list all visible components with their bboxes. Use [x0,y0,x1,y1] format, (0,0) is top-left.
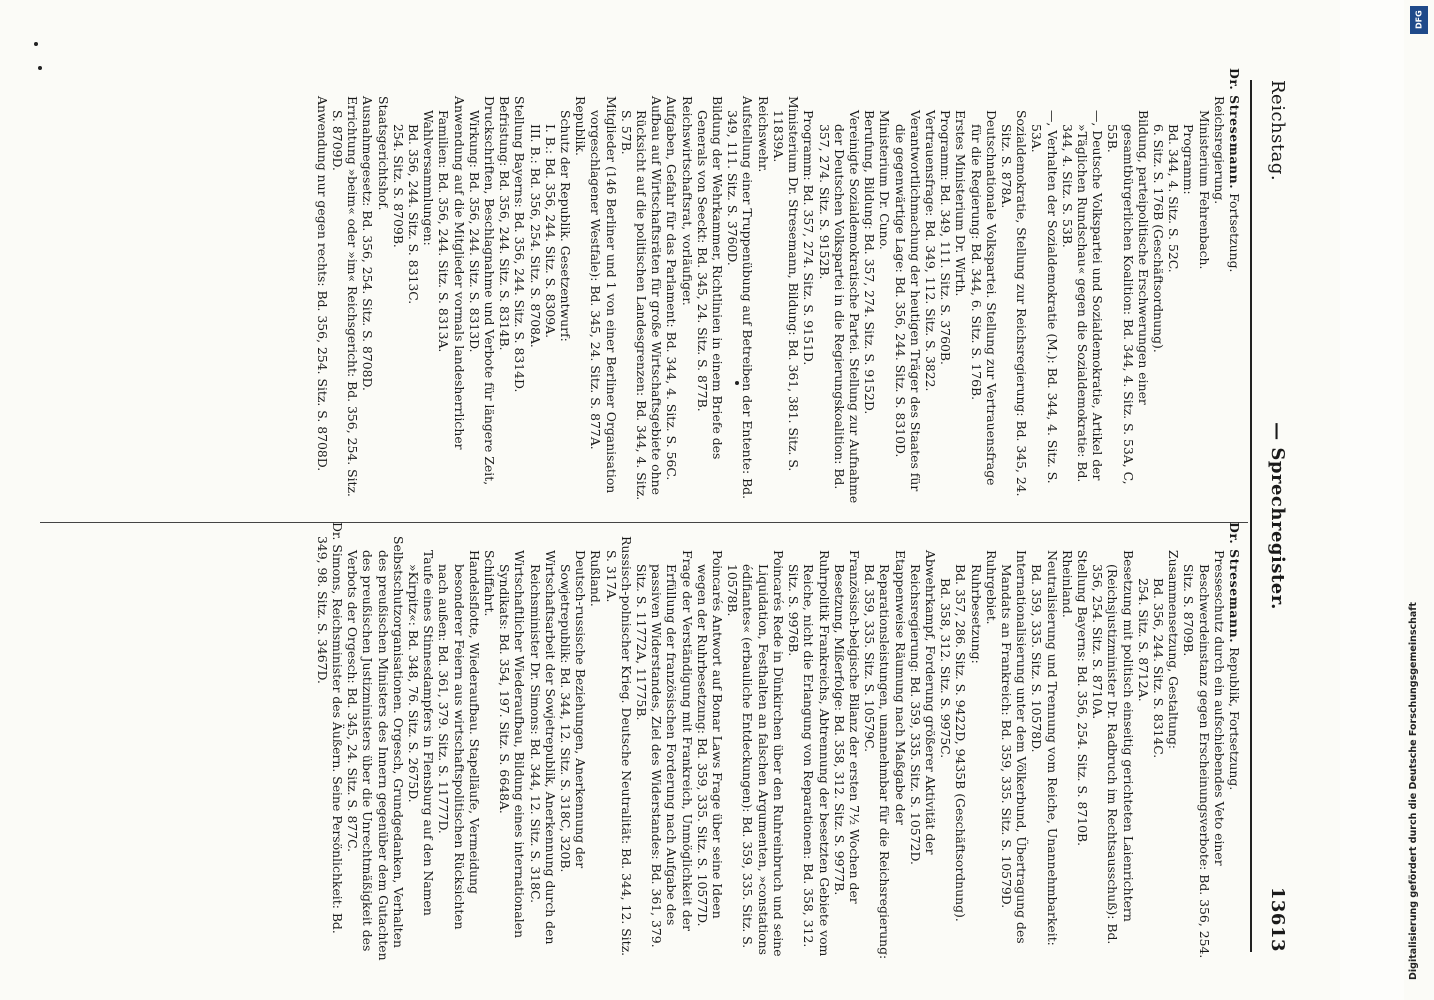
entry-text: —, Verhalten der Sozialdemokratie (M.): Bd. 344, 4. Sitz. S. 53A. [1029,110,1060,484]
register-entry [1151,82,1166,507]
register-entry [771,82,801,507]
entry-text: Internationalisierung unter dem Völkerbund, Übertragung des Mandats an Frankreich: Bd. 359, 335. Sitz. S. 10579D. [998,550,1030,944]
register-entry [1151,536,1166,961]
entry-text: Frage der Verständigung mit Frankreich, Unmöglichkeit der Erfüllung der französischen Forderung nach Aufgabe des passiven Widerstandes, Ziel des Widerstandes: Bd. 361, 379. Sitz. S. 11772A, 11775B. [634,550,695,948]
entry-text: Mitglieder (146 Berliner und 1 von einer Berliner Organisation vorgeschlagener Westfale): Bd. 345, 24. Sitz. S. 877A. [588,96,619,494]
entry-text: Bd. 357, 286. Sitz. S. 9422D, 9435B (Geschäftsordnung). [953,564,969,922]
entry-text: Republik, Fortsetzung. [1227,643,1242,791]
register-entry [968,536,983,961]
register-entry [908,536,938,961]
register-entry [314,522,346,961]
register-entry [588,536,603,961]
register-entry [1060,82,1106,507]
register-entry [938,536,953,961]
entry-text: Ruhrbesetzung: [968,564,984,664]
entry-text: Ausnahmegesetz: Bd. 356, 254. Sitz. S. 8708D. [360,96,376,391]
entry-text: Dr. Simons, Reichsminister des Äußern. Seine Persönlichkeit: Bd. 349, 98. Sitz. S. 3467D. [314,522,346,934]
entry-text: Handelsflotte, Wiederaufbau. Stapelläufe, Vermeidung besonderer Feiern aus wirtschaftspolitischen Rücksichten nach außen: Bd. 361, 379. Sitz. S. 11777D. [436,550,482,930]
entry-text: Rußland. [588,550,604,607]
entry-text: Fortsetzung. [1227,189,1242,273]
entry-text: Ministerium Dr. Cuno. [877,110,893,250]
entry-text: Druckschriften, Beschlagnahme und Verbote für längere Zeit, Wirkung: Bd. 356, 244. Sitz. S. 8313D. [466,96,498,486]
register-entry [436,82,466,507]
register-entry [634,536,695,961]
entry-text: Bildung der Wehrkammer, Richtlinien in einem Briefe des Generals von Seeckt: Bd. 345, 24. Sitz. S. 877B. [694,96,726,460]
header-center: — Sprechregister. [1267,422,1288,610]
entry-text: Etappenweise Räumung nach Maßgabe der Reparationsleistungen, unannehmbar für die Reichsregierung: Bd. 359, 335. Sitz. S. 10579C. [862,550,908,960]
register-entry [801,82,816,507]
register-entry [497,82,512,507]
entry-text: Stellung Bayerns: Bd. 356, 244. Sitz. S. 8314D. [512,96,528,393]
entry-text: Reichswirtschaftsrat, vorläufiger. [679,96,695,306]
register-entry [527,82,542,507]
register-entry [1227,522,1242,961]
entry-text: 254. Sitz. S. 8709B. [390,124,406,248]
entry-text: Wirtschaftsarbeit der Sowjetrepublik, Anerkennung durch den Reichsminister Dr. Simons: Bd. 344, 12. Sitz. S. 318C. [527,550,558,945]
register-entry [968,82,998,507]
left-column [314,68,1242,507]
digitization-credit: Digitalisierung gefördert durch die Deutsche Forschungsgemeinschaft [1408,602,1419,980]
entry-text: Rheinland. [1059,550,1075,618]
entry-text: Vertrauensfrage: Bd. 349, 112. Sitz. S. 3822. [922,110,938,392]
register-entry [512,82,527,507]
register-entry [315,82,330,507]
register-entry [1227,68,1242,507]
entry-text: —, Deutsche Volkspartei und Sozialdemokratie, Artikel der »Täglichen Rundschau« gegen die Sozialdemokratie: Bd. 344, 4. Sitz. S. 53B. [1059,110,1106,483]
register-entry [725,536,786,961]
entry-text: Befristung: Bd. 356, 244. Sitz. S. 8314B. [497,96,513,351]
entry-text: Programm: Bd. 349, 111. Sitz. S. 3760B. [938,110,954,365]
register-entry [862,536,908,961]
entry-text: Russisch-polnischer Krieg. Deutsche Neutralität: Bd. 344, 12. Sitz. S. 317A. [603,536,634,957]
register-entry [1075,536,1090,961]
entry-text: Staatsgerichtshof. [375,96,391,211]
entry-text: Bd. 356, 244. Sitz. S. 8314C. [1150,578,1166,759]
scan-speck [34,42,38,46]
register-entry [1166,536,1181,961]
register-entry [664,82,679,507]
register-entry [375,82,390,507]
entry-text: 254. Sitz. S. 8712A. [1135,578,1151,702]
register-entry [619,82,665,507]
entry-text: Reichswehr. [755,96,771,173]
register-entry [695,536,725,961]
header-rule [1250,80,1252,952]
register-entry [999,536,1029,961]
register-entry [330,82,360,507]
register-entry [1212,82,1227,507]
entry-text: Republik. [573,96,589,156]
register-entry [588,82,618,507]
register-entry [786,536,832,961]
entry-text: Ministerium Fehrenbach. [1196,110,1212,270]
speaker-name: Dr. Stresemann. [1227,68,1242,190]
register-entry [756,82,771,507]
entry-text: Anwendung nur gegen rechts: Bd. 356, 254. Sitz. S. 8708D. [314,96,330,472]
register-entry [406,82,421,507]
entry-text: Verantwortlichmachung der heutigen Träger des Staates für die gegenwärtige Lage: Bd. 356, 244. Sitz. S. 8310D. [892,110,923,492]
register-entry [892,82,922,507]
dfg-logo: DFG [1410,6,1428,34]
header-left: Reichstag. [1267,80,1288,182]
register-entry [1181,82,1196,507]
entry-text: Anwendung auf die Mitglieder vormals landesherrlicher Familien: Bd. 356, 244. Sitz. S. 8313A. [436,96,467,450]
register-entry [832,536,862,961]
register-entry [1196,82,1211,507]
right-column [314,522,1242,961]
entry-text: Ministerium Dr. Stresemann, Bildung: Bd. 361, 381. Sitz. S. 11839A. [770,96,802,472]
entry-text: Programm: [1181,124,1197,195]
entry-text: Poincarés Antwort auf Bonar Laws Frage über seine Ideen wegen der Ruhrbesetzung: Bd. 359, 335. Sitz. S. 10577D. [694,550,726,927]
register-entry [421,82,436,507]
register-entry [391,82,406,507]
register-entry [1166,82,1181,507]
entry-text: Abwehrkampf, Forderung größerer Aktivität der Reichsregierung: Bd. 359, 335. Sitz. S. 10572D. [907,550,938,865]
entry-text: Schutz der Republik. Gesetzentwurf: [558,110,574,342]
register-entry [938,82,953,507]
entry-text: Französisch-belgische Bilanz der ersten 7½ Wochen der Besetzung, Mißerfolge: Bd. 358, 312. Sitz. S. 9977B. [831,550,862,904]
entry-text: Bd. 356, 244. Sitz. S. 8313C. [406,124,422,305]
register-entry [877,82,892,507]
register-entry [603,536,633,961]
register-entry [862,82,877,507]
register-entry [1029,82,1059,507]
register-entry [695,82,725,507]
entry-text: Taufe eines Stinnesdampfers in Flensburg auf den Namen »Kirpitz«: Bd. 348, 76. Sitz. S. 2675D. [406,550,437,916]
register-entry [1105,82,1151,507]
entry-text: Deutsch-russische Beziehungen, Anerkennung der Sowjetrepublik: Bd. 344, 12. Sitz. S. 318C, 320B. [558,550,589,873]
register-entry [406,536,436,961]
entry-text: 6. Sitz. S. 176B (Geschäftsordnung). [1150,124,1166,353]
entry-text: I. B.: Bd. 356, 244. Sitz. S. 8309A. [542,124,558,339]
register-entry [436,536,482,961]
speaker-name: Dr. Stresemann. [1227,522,1242,644]
entry-text: Wahlversammlungen: [421,110,437,246]
register-entry [953,82,968,507]
register-entry [1090,536,1136,961]
entry-text: Errichtung »beim« oder »im« Reichsgericht: Bd. 356, 254. Sitz. S. 8709D. [330,96,361,497]
register-entry [923,82,938,507]
register-entry [467,82,497,507]
entry-text: Schiffahrt. [482,550,498,617]
entry-text: Berufung, Bildung: Bd. 357, 274. Sitz. S. 9152D. [862,110,878,415]
register-entry [953,536,968,961]
entry-text: Zusammensetzung, Gestaltung: [1166,550,1182,750]
entry-text: Sozialdemokratie, Stellung zur Reichsregierung: Bd. 345, 24. Sitz. S. 878A. [998,110,1030,497]
register-entry [816,82,862,507]
register-entry [573,82,588,507]
register-entry [725,82,755,507]
entry-text: Aufbau auf Wirtschaftsräten für große Wirtschaftsgebiete ohne Rücksicht auf die politischen Landesgrenzen: Bd. 344, 4. Sitz. S. 57B. [618,96,665,501]
register-entry [543,82,558,507]
register-entry [482,536,497,961]
entry-text: Poincarés Rede in Dünkirchen über den Ruhreinbruch und seine Liquidation, Festhalten an falschen Argumenten, »constations édifiantes« (erbauliche Entdeckungen): Bd. 359, 335. Sitz. S. 10578B. [725,550,786,957]
register-entry [558,536,588,961]
sidebar [1404,0,1434,1000]
register-entry [1181,536,1227,961]
entry-text: Deutschnationale Volkspartei. Stellung zur Vertrauensfrage für die Regierung: Bd. 344, 6. Sitz. S. 176B. [968,110,999,486]
page-number: 13613 [1267,886,1288,952]
register-entry [527,536,557,961]
register-entry [1060,536,1075,961]
register-entry [345,536,406,961]
entry-text: Neutralisierung und Trennung vom Reiche, Unannehmbarkeit: Bd. 359, 335. Sitz. S. 10578D. [1029,550,1060,946]
register-entry [558,82,573,507]
entry-text: Bd. 344, 4. Sitz. S. 52C. [1166,124,1182,273]
entry-text: Wirtschaftlicher Wiederaufbau, Bildung eines internationalen Syndikats: Bd. 354, 197. Sitz. S. 6648A. [497,550,528,939]
entry-text: Stellung Bayerns: Bd. 356, 254. Sitz. S. 8710B. [1074,550,1090,847]
register-entry [999,82,1029,507]
entry-text: III. B.: Bd. 356, 254. Sitz. S. 8708A. [527,124,543,348]
register-entry [1136,536,1151,961]
entry-text: Besetzung mit politisch einseitig gerichteten Laienrichtern (Reichsjustizminister Dr. Radbruch im Rechtsausschuß): Bd. 356, 254. Sitz. S. 8710A. [1090,550,1136,945]
scan-speck [38,66,42,70]
page-header [1258,80,1288,952]
entry-text: Ruhrpolitik Frankreichs, Abtrennung der besetzten Gebiete vom Reiche, nicht die Erlangung von Reparationen: Bd. 358, 312. Sitz. S. 9976B. [786,550,832,957]
register-entry [1029,536,1059,961]
register-entry [360,82,375,507]
entry-text: Reichsregierung. [1211,96,1227,205]
entry-text: Aufgaben, Gefahr für das Parlament: Bd. 344, 4. Sitz. S. 56C. [664,96,680,481]
entry-text: Programm: Bd. 357, 274. Sitz. S. 9151D. [801,110,817,366]
entry-text: Selbstschutzorganisationen. Orgesch, Grundgedanken, Verhalten des preußischen Ministers des Innern gegenüber dem Gutachten des preußischen Justizministers über die Unrechtmäßigkeit des Verbots der Orgesch: Bd. 345, 24. Sitz. S. 877C. [345,536,406,961]
entry-text: Aufstellung einer Truppenübung auf Betreiben der Entente: Bd. 349, 111. Sitz. S. 3760D. [725,96,756,500]
register-entry [679,82,694,507]
entry-text: Presseschutz durch ein aufschiebendes Veto einer Beschwerdeinstanz gegen Erscheinungsverbote: Bd. 356, 254. Sitz. S. 8709B. [1181,550,1227,959]
scan-speck [735,381,739,385]
entry-text: Erstes Ministerium Dr. Wirth. [953,110,969,297]
entry-text: Bildung, parteipolitische Erschwerungen einer gesamtbürgerlichen Koalition: Bd. 344, 4. Sitz. S. 53A, C, 55B. [1105,110,1151,485]
register-entry [984,536,999,961]
column-divider [40,522,1248,523]
entry-text: Bd. 358, 312. Sitz. S. 9975C. [938,578,954,759]
register-entry [497,536,527,961]
entry-text: Ruhrgebiet. [983,550,999,625]
entry-text: Vereinigte Sozialdemokratische Partei. Stellung zur Aufnahme der Deutschen Volkspartei in die Regierungskoalition: Bd. 357, 274. Sitz. S. 9152B. [816,110,862,504]
